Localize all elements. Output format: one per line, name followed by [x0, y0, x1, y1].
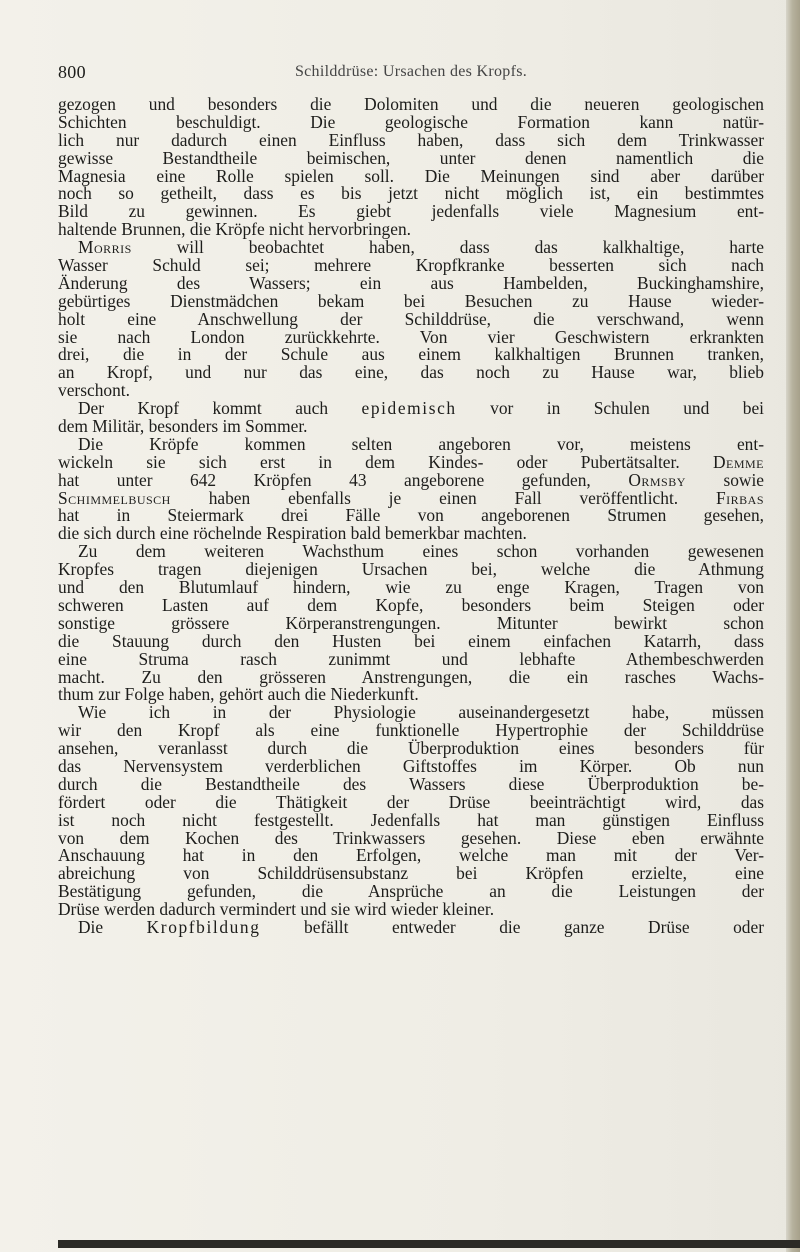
text-run: wickeln sie sich erst in dem Kindes- oder Pubertätsalter.: [58, 451, 713, 472]
author-name: Ormsby: [628, 469, 686, 490]
text-run: holt eine Anschwellung der Schilddrüse, die verschwand, wenn: [58, 308, 764, 329]
text-run: Wie ich in der Physiologie auseinandergesetzt habe, müssen: [78, 702, 764, 723]
text-run: sie nach London zurückkehrte. Von vier Geschwistern erkrankten: [58, 326, 764, 347]
text-run: vor in Schulen und bei: [456, 398, 764, 419]
text-run: will beobachtet haben, dass das kalkhaltige, harte: [131, 237, 764, 258]
page-number: 800: [58, 62, 86, 82]
text-run: fördert oder die Thätigkeit der Drüse beeinträchtigt wird, das: [58, 791, 764, 812]
text-line: [58, 364, 764, 382]
text-run: gewisse Bestandtheile beimischen, unter denen namentlich die: [58, 147, 764, 168]
text-run: haltende Brunnen, die Kröpfe nicht hervorbringen.: [58, 219, 412, 240]
text-run: sonstige grössere Körperanstrengungen. Mitunter bewirkt schon: [58, 612, 764, 633]
page-header: [58, 62, 764, 86]
text-run: noch so getheilt, dass es bis jetzt nicht möglich ist, ein bestimmtes: [58, 183, 764, 204]
text-run: das Nervensystem verderblichen Giftstoffes im Körper. Ob nun: [58, 755, 764, 776]
text-run: lich nur dadurch einen Einfluss haben, dass sich dem Trinkwasser: [58, 129, 764, 150]
emphasis: epidemisch: [361, 398, 457, 419]
text-run: die Stauung durch den Husten bei einem einfachen Katarrh, dass: [58, 630, 764, 651]
text-run: Bestätigung gefunden, die Ansprüche an die Leistungen der: [58, 881, 764, 902]
text-run: durch die Bestandtheile des Wassers diese Überproduktion be-: [58, 773, 764, 794]
author-name: Morris: [78, 237, 132, 258]
text-run: sowie: [685, 469, 765, 490]
text-run: abreichung von Schilddrüsensubstanz bei Kröpfen erzielte, eine: [58, 863, 764, 884]
text-line: [58, 916, 764, 937]
text-run: Drüse werden dadurch vermindert und sie wird wieder kleiner.: [58, 899, 495, 920]
text-run: Der Kropf kommt auch: [78, 398, 362, 419]
text-run: Bild zu gewinnen. Es giebt jedenfalls viele Magnesium ent-: [58, 201, 764, 222]
text-run: Änderung des Wassers; ein aus Hambelden, Buckinghamshire,: [58, 272, 764, 293]
bottom-rule: [58, 1240, 800, 1248]
text-run: macht. Zu den grösseren Anstrengungen, die ein rasches Wachs-: [58, 666, 764, 687]
page-edge-shadow: [786, 0, 800, 1252]
running-head: Schilddrüse: Ursachen des Kropfs.: [294, 63, 528, 80]
text-run: Anschauung hat in den Erfolgen, welche man mit der Ver-: [58, 845, 764, 866]
text-run: hat in Steiermark drei Fälle von angeborenen Strumen gesehen,: [58, 505, 764, 526]
text-run: thum zur Folge haben, gehört auch die Niederkunft.: [58, 684, 419, 705]
text-run: Wasser Schuld sei; mehrere Kropfkranke besserten sich nach: [58, 255, 764, 276]
body-text: [58, 96, 764, 937]
author-name: Schimmelbusch: [58, 487, 171, 508]
text-run: befällt entweder die ganze Drüse oder: [260, 916, 764, 937]
author-name: Demme: [712, 451, 764, 472]
text-run: an Kropf, und nur das eine, das noch zu Hause war, blieb: [58, 362, 764, 383]
text-run: Schichten beschuldigt. Die geologische Formation kann natür-: [58, 111, 764, 132]
text-run: und den Blutumlauf hindern, wie zu enge Kragen, Tragen von: [58, 577, 764, 598]
text-run: die sich durch eine röchelnde Respiration bald bemerkbar machten.: [58, 523, 527, 544]
text-run: Kropfes tragen diejenigen Ursachen bei, welche die Athmung: [58, 559, 764, 580]
text-run: ist noch nicht festgestellt. Jedenfalls hat man günstigen Einfluss: [58, 809, 764, 830]
text-run: von dem Kochen des Trinkwassers gesehen. Diese eben erwähnte: [58, 827, 764, 848]
text-run: eine Struma rasch zunimmt und lebhafte Athembeschwerden: [58, 648, 764, 669]
text-run: haben ebenfalls je einen Fall veröffentlicht.: [170, 487, 716, 508]
text-run: gezogen und besonders die Dolomiten und die neueren geologischen: [58, 94, 764, 114]
emphasis: Kropfbildung: [146, 916, 261, 937]
text-run: verschont.: [58, 380, 130, 401]
text-run: ansehen, veranlasst durch die Überproduktion eines besonders für: [58, 738, 764, 759]
text-run: dem Militär, besonders im Sommer.: [58, 416, 308, 437]
text-run: Die: [78, 916, 147, 937]
text-run: wir den Kropf als eine funktionelle Hypertrophie der Schilddrüse: [58, 720, 764, 741]
text-run: Zu dem weiteren Wachsthum eines schon vorhanden gewesenen: [78, 541, 764, 562]
text-run: gebürtiges Dienstmädchen bekam bei Besuchen zu Hause wieder-: [58, 290, 764, 311]
text-run: hat unter 642 Kröpfen 43 angeborene gefunden,: [58, 469, 629, 490]
text-run: schweren Lasten auf dem Kopfe, besonders beim Steigen oder: [58, 594, 764, 615]
author-name: Firbas: [715, 487, 764, 508]
text-run: Die Kröpfe kommen selten angeboren vor, meistens ent-: [78, 433, 764, 454]
text-run: Magnesia eine Rolle spielen soll. Die Meinungen sind aber darüber: [58, 165, 764, 186]
text-run: drei, die in der Schule aus einem kalkhaltigen Brunnen tranken,: [58, 344, 764, 365]
